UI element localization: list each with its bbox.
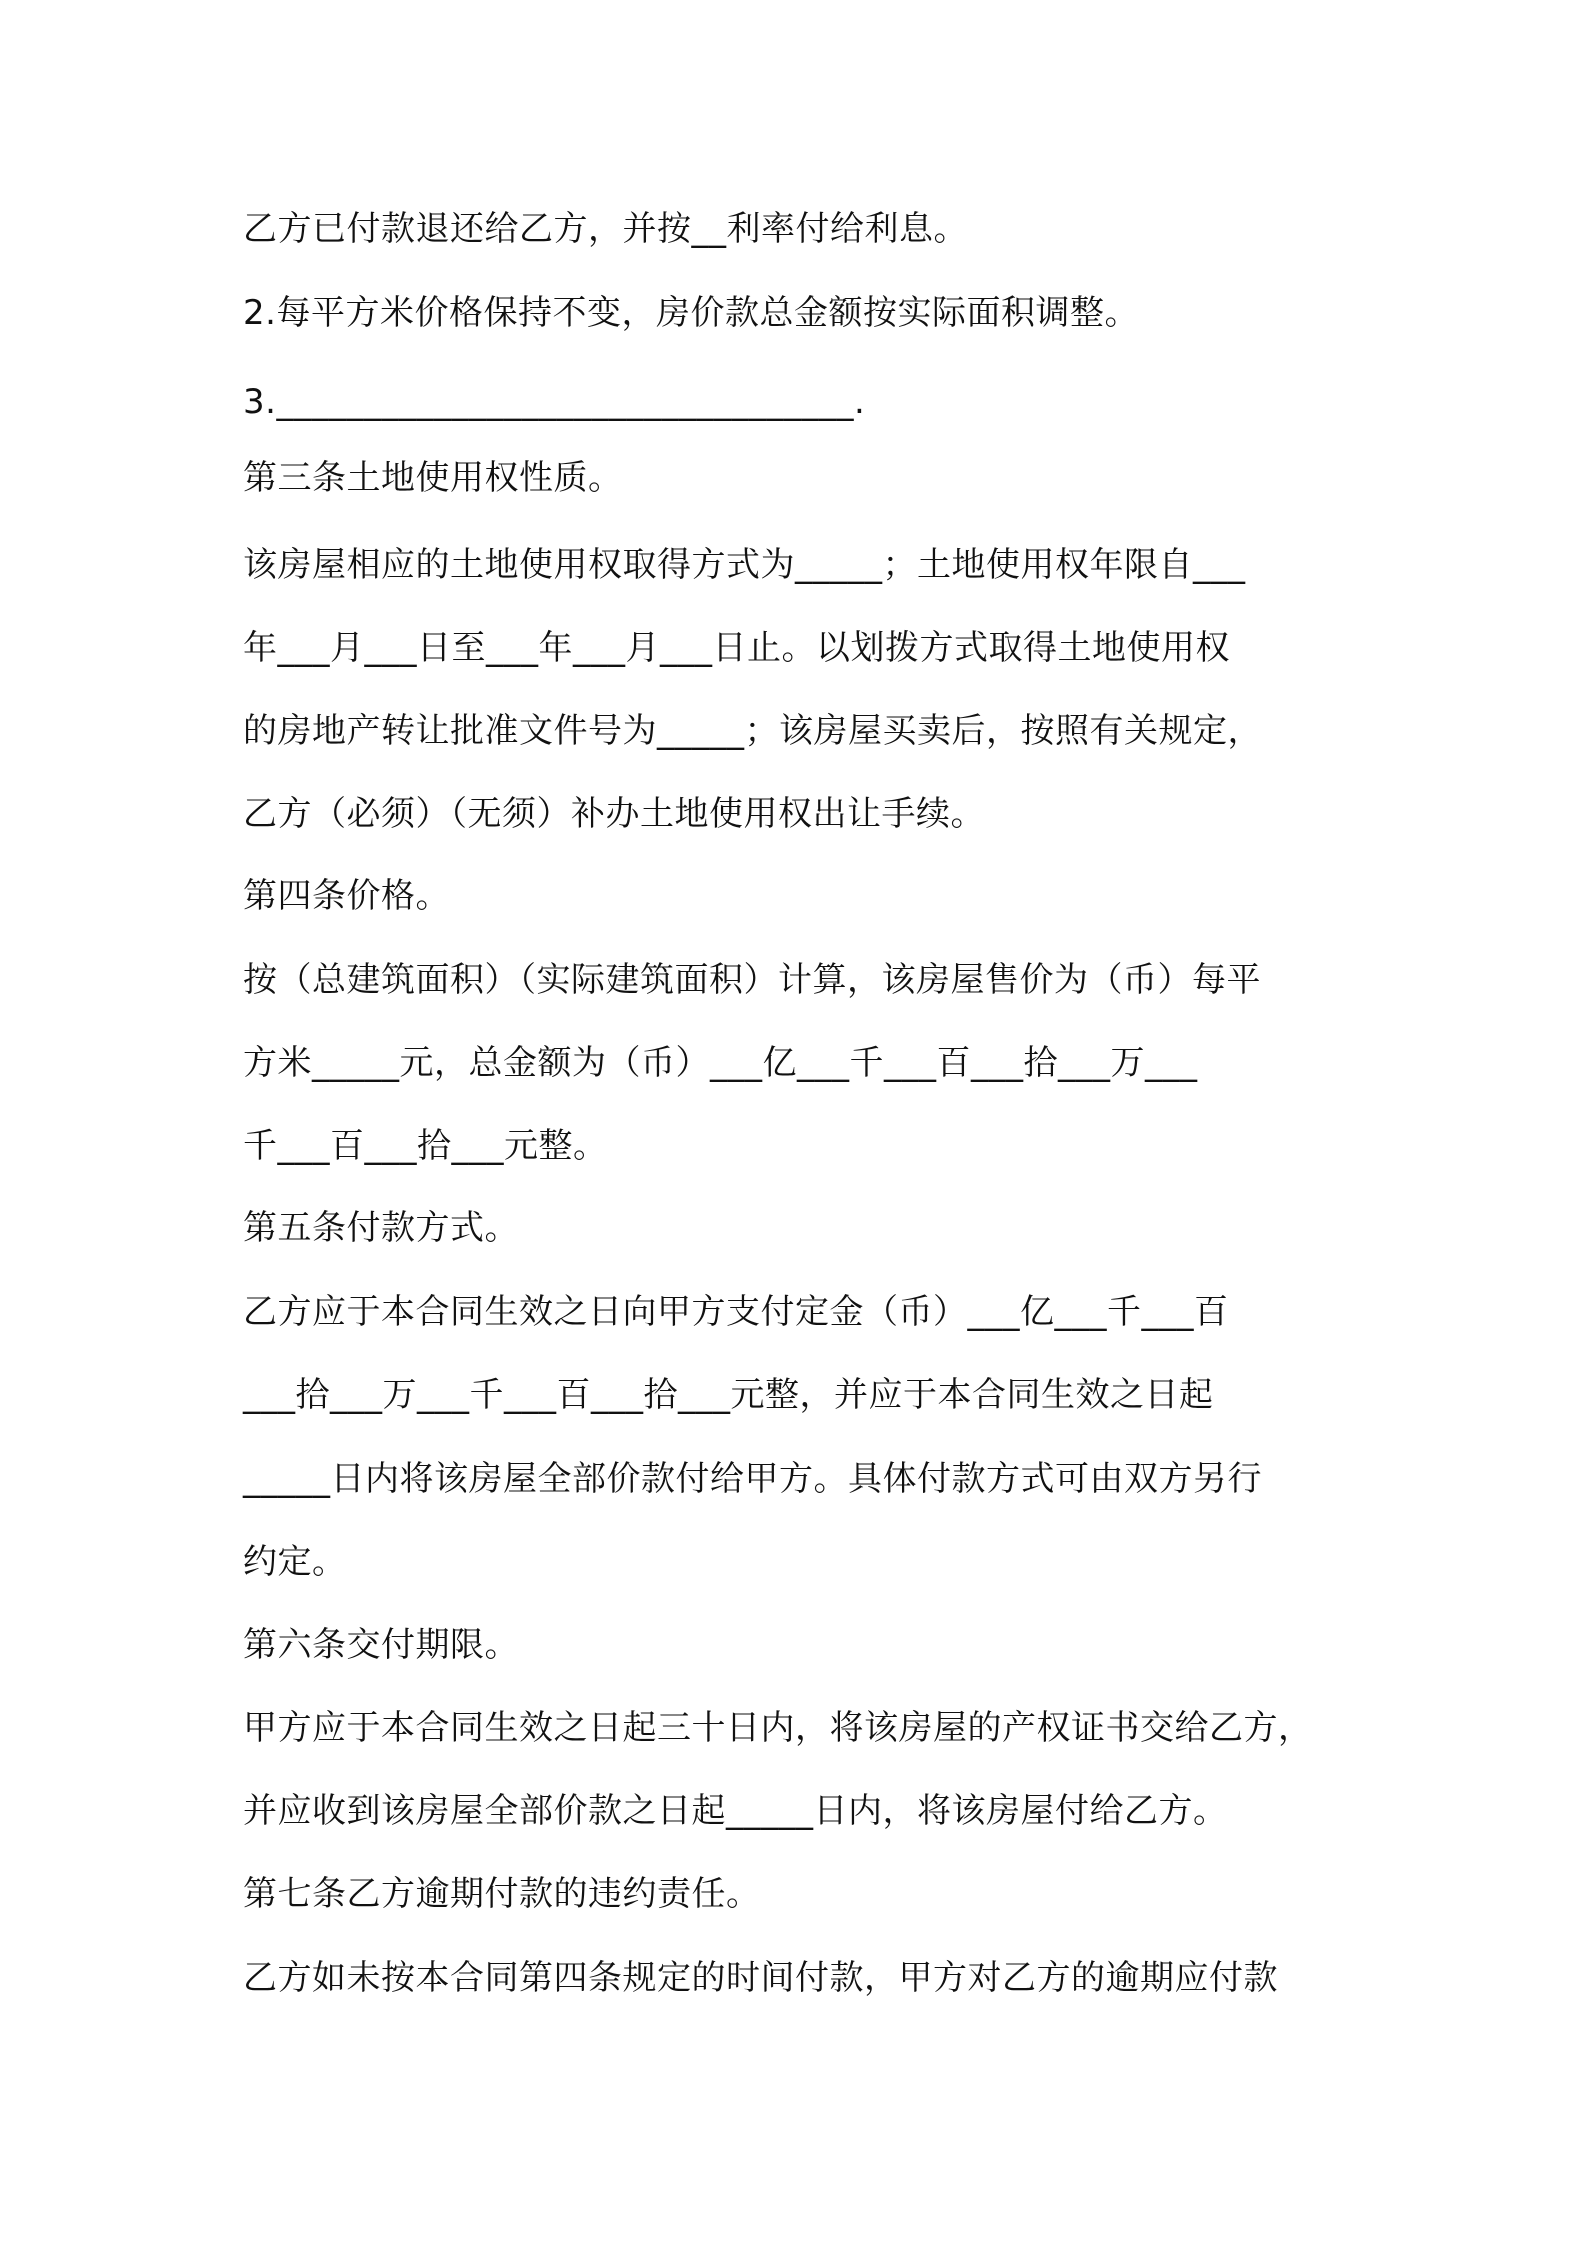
paragraph-line: 乙方（必须）（无须）补办土地使用权出让手续。 <box>243 794 985 834</box>
paragraph-line: _____日内将该房屋全部价款付给甲方。具体付款方式可由双方另行 <box>243 1459 1262 1499</box>
paragraph-line: 年___月___日至___年___月___日止。以划拨方式取得土地使用权 <box>243 628 1230 668</box>
paragraph-line: 方米_____元，总金额为（币）___亿___千___百___拾___万___ <box>243 1043 1198 1083</box>
paragraph-line: 乙方已付款退还给乙方，并按__利率付给利息。 <box>243 209 968 249</box>
paragraph-line: 该房屋相应的土地使用权取得方式为_____；土地使用权年限自___ <box>243 545 1246 585</box>
paragraph-line: 的房地产转让批准文件号为_____；该房屋买卖后，按照有关规定， <box>243 711 1262 751</box>
section-heading: 第三条土地使用权性质。 <box>243 458 623 498</box>
paragraph-line: 并应收到该房屋全部价款之日起_____日内，将该房屋付给乙方。 <box>243 1791 1228 1831</box>
paragraph-line: 3._________________________________. <box>243 382 866 422</box>
paragraph-line: 约定。 <box>243 1542 347 1582</box>
section-heading: 第四条价格。 <box>243 876 450 916</box>
section-heading: 第七条乙方逾期付款的违约责任。 <box>243 1874 761 1914</box>
paragraph-line: 千___百___拾___元整。 <box>243 1126 608 1166</box>
paragraph-line: 甲方应于本合同生效之日起三十日内，将该房屋的产权证书交给乙方， <box>243 1708 1313 1748</box>
paragraph-line: 2.每平方米价格保持不变，房价款总金额按实际面积调整。 <box>243 293 1139 333</box>
paragraph-line: 乙方如未按本合同第四条规定的时间付款，甲方对乙方的逾期应付款 <box>243 1958 1278 1998</box>
section-heading: 第六条交付期限。 <box>243 1625 519 1665</box>
paragraph-line: 乙方应于本合同生效之日向甲方支付定金（币）___亿___千___百 <box>243 1292 1229 1332</box>
section-heading: 第五条付款方式。 <box>243 1208 519 1248</box>
paragraph-line: ___拾___万___千___百___拾___元整，并应于本合同生效之日起 <box>243 1375 1214 1415</box>
paragraph-line: 按（总建筑面积）（实际建筑面积）计算，该房屋售价为（币）每平 <box>243 960 1261 1000</box>
